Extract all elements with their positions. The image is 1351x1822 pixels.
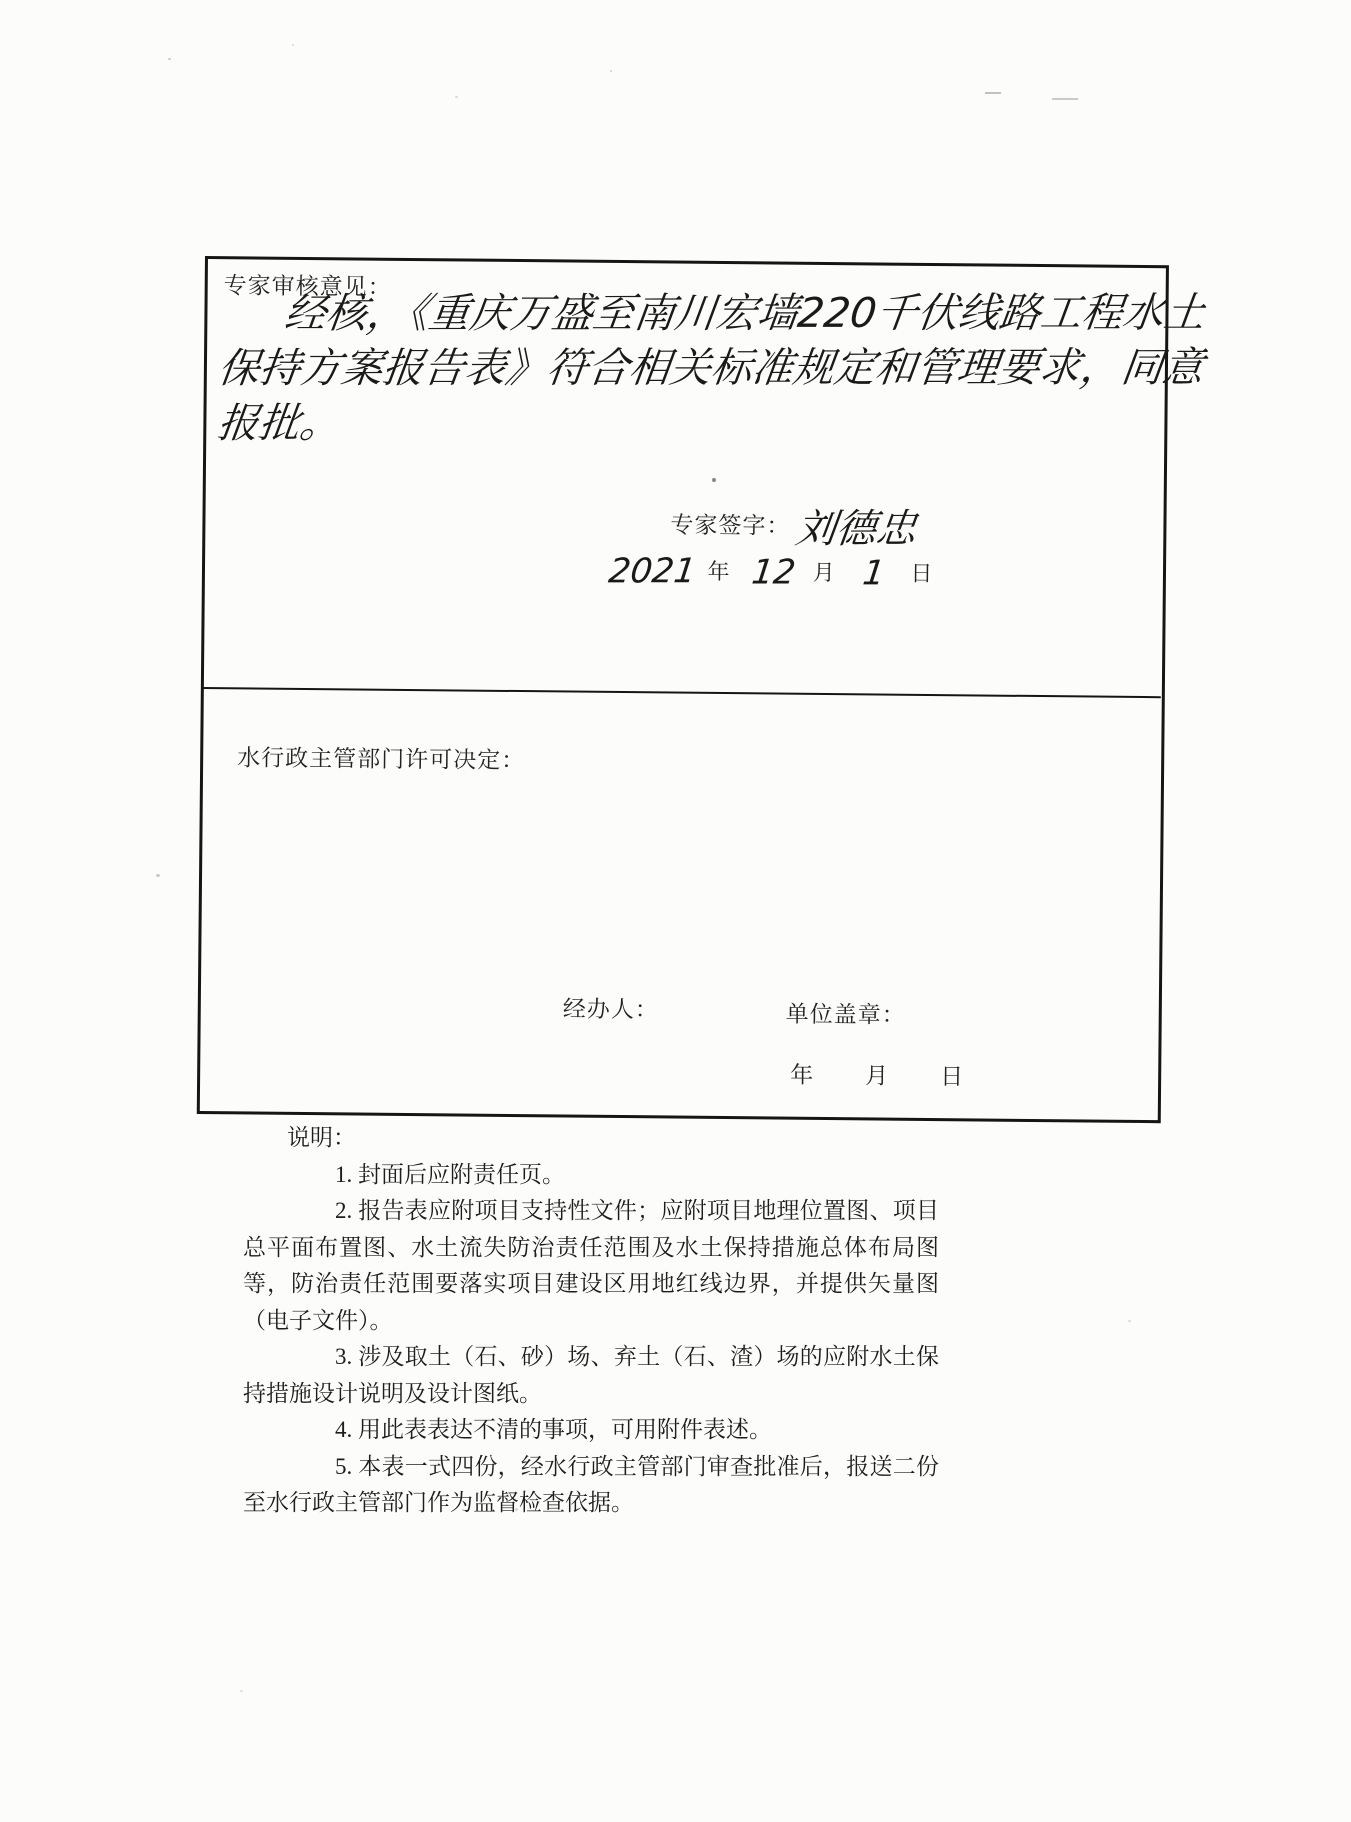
scan-noise-speck — [168, 58, 171, 60]
handwritten-review-comment — [214, 281, 1208, 455]
handwritten-day: 1 — [860, 553, 887, 594]
notes-label: 说明： — [287, 1125, 356, 1150]
scan-noise-speck — [1128, 1320, 1131, 1322]
handwritten-comment-line: 保持方案报告表》符合相关标准规定和管理要求，同意 — [215, 343, 1207, 393]
expert-signature-row — [670, 495, 917, 554]
expert-review-label: 专家审核意见： — [223, 273, 392, 300]
handwritten-comment-line: 报批。 — [214, 399, 344, 448]
decision-date-placeholder: 年 月 日 — [790, 1062, 966, 1090]
expert-signature-handwritten: 刘德忠 — [793, 506, 919, 553]
scan-noise-speck — [455, 96, 458, 98]
note-item: 5. 本表一式四份，经水行政主管部门审查批准后，报送二份至水行政主管部门作为监督检查依据。 — [243, 1453, 939, 1515]
scan-noise-speck — [240, 1690, 243, 1692]
unit-seal-label: 单位盖章： — [785, 1001, 906, 1028]
expert-date-row — [606, 551, 933, 594]
scan-noise-dash — [1052, 98, 1078, 100]
handwritten-comment-line: 经核，《重庆万盛至南川宏墙220千伏线路工程水土 — [282, 288, 1208, 338]
scan-noise-dash — [985, 92, 1001, 94]
section-divider-line — [203, 687, 1161, 698]
note-item: 3. 涉及取土（石、砂）场、弃土（石、渣）场的应附水土保持措施设计说明及设计图纸。 — [243, 1344, 939, 1406]
expert-signature-label: 专家签字： — [670, 512, 791, 539]
year-label: 年 — [707, 558, 730, 585]
note-item: 2. 报告表应附项目支持性文件；应附项目地理位置图、项目总平面布置图、水土流失防治责任范围及水土保持措施总体布局图等，防治责任范围要落实项目建设区用地红线边界，并提供矢量图（电子文件）。 — [243, 1198, 939, 1333]
handler-label: 经办人： — [562, 996, 659, 1023]
scan-noise-speck — [712, 478, 716, 482]
month-label: 月 — [812, 559, 835, 586]
scan-noise-speck — [610, 70, 612, 72]
day-label: 日 — [910, 560, 933, 586]
water-admin-decision-label: 水行政主管部门许可决定： — [237, 745, 526, 774]
scan-noise-speck — [292, 44, 294, 46]
handwritten-month: 12 — [749, 552, 798, 593]
handwritten-year: 2021 — [606, 551, 699, 592]
scan-noise-speck — [156, 874, 160, 877]
notes-section — [243, 1120, 939, 1522]
scan-noise-speck — [515, 1508, 518, 1511]
note-item: 4. 用此表表达不清的事项，可用附件表述。 — [335, 1417, 772, 1442]
note-item: 1. 封面后应附责任页。 — [335, 1161, 565, 1187]
approval-form-box — [197, 256, 1208, 1123]
